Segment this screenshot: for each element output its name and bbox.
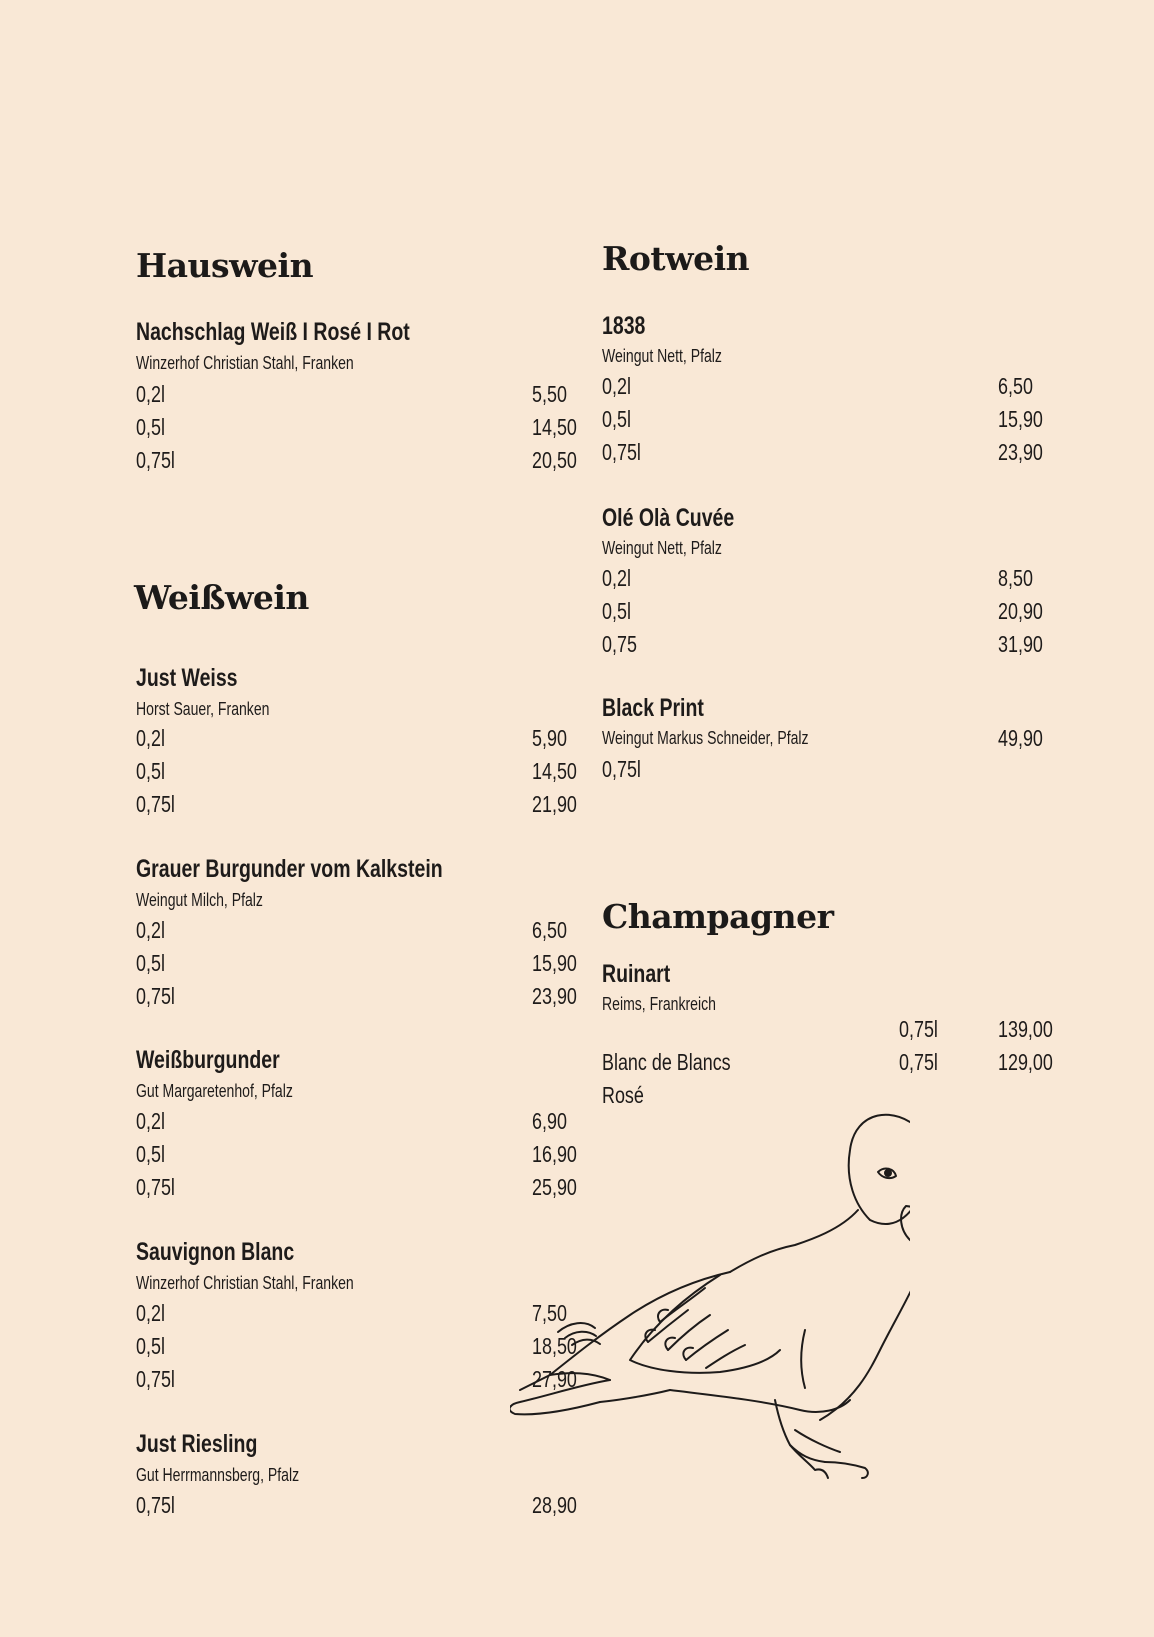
wine-size: 0,75l <box>136 791 175 817</box>
wine-name: Sauvignon Blanc <box>136 1238 295 1266</box>
wine-name: 1838 <box>602 312 646 340</box>
wine-price: 14,50 <box>532 414 577 440</box>
wine-size: 0,2l <box>136 917 165 943</box>
wine-size: 0,75l <box>136 447 175 473</box>
wine-size: 0,2l <box>136 1108 165 1134</box>
wine-price: 6,90 <box>532 1108 567 1134</box>
wine-size: 0,75l <box>602 439 641 465</box>
section-heading-rotwein: Rotwein <box>602 239 750 278</box>
wine-price: 31,90 <box>998 631 1043 657</box>
wine-producer: Weingut Nett, Pfalz <box>602 538 722 558</box>
wine-name: Just Riesling <box>136 1430 258 1458</box>
wine-price: 23,90 <box>532 983 577 1009</box>
wine-size: 0,2l <box>136 381 165 407</box>
wine-price: 129,00 <box>998 1049 1053 1075</box>
wine-price: 5,50 <box>532 381 567 407</box>
wine-size: 0,75 <box>602 631 637 657</box>
wine-size: 0,75l <box>136 1366 175 1392</box>
pigeon-illustration-icon <box>510 1110 910 1530</box>
wine-producer: Weingut Markus Schneider, Pfalz <box>602 728 809 748</box>
wine-name: Black Print <box>602 694 704 722</box>
wine-size: 0,75l <box>899 1049 938 1075</box>
wine-price: 49,90 <box>998 725 1043 751</box>
wine-price: 28,90 <box>532 1492 577 1518</box>
wine-price: 5,90 <box>532 725 567 751</box>
wine-size: 0,75l <box>136 1174 175 1200</box>
wine-price: 15,90 <box>998 406 1043 432</box>
wine-size: 0,5l <box>136 758 165 784</box>
wine-price: 20,90 <box>998 598 1043 624</box>
wine-price: 15,90 <box>532 950 577 976</box>
wine-producer: Winzerhof Christian Stahl, Franken <box>136 353 354 373</box>
wine-producer: Gut Herrmannsberg, Pfalz <box>136 1465 300 1485</box>
wine-name: Olé Olà Cuvée <box>602 504 735 532</box>
wine-size: 0,75l <box>136 983 175 1009</box>
wine-size: 0,5l <box>602 406 631 432</box>
wine-producer: Gut Margaretenhof, Pfalz <box>136 1081 293 1101</box>
wine-producer: Weingut Milch, Pfalz <box>136 890 263 910</box>
wine-producer: Reims, Frankreich <box>602 994 716 1014</box>
wine-price: 25,90 <box>532 1174 577 1200</box>
wine-size: 0,5l <box>136 1333 165 1359</box>
wine-price: 18,50 <box>532 1333 577 1359</box>
wine-price: 6,50 <box>532 917 567 943</box>
wine-size: 0,75l <box>602 756 641 782</box>
section-heading-hauswein: Hauswein <box>136 246 314 285</box>
wine-size: 0,5l <box>602 598 631 624</box>
section-heading-weisswein: Weißwein <box>134 578 309 617</box>
wine-producer: Weingut Nett, Pfalz <box>602 346 722 366</box>
wine-name: Ruinart <box>602 960 671 988</box>
wine-name: Rosé <box>602 1082 644 1108</box>
wine-name: Grauer Burgunder vom Kalkstein <box>136 855 443 883</box>
wine-price: 14,50 <box>532 758 577 784</box>
wine-price: 6,50 <box>998 373 1033 399</box>
wine-price: 27,90 <box>532 1366 577 1392</box>
wine-price: 16,90 <box>532 1141 577 1167</box>
wine-price: 8,50 <box>998 565 1033 591</box>
wine-size: 0,75l <box>136 1492 175 1518</box>
wine-size: 0,75l <box>899 1016 938 1042</box>
wine-size: 0,2l <box>602 565 631 591</box>
wine-price: 20,50 <box>532 447 577 473</box>
section-heading-champagner: Champagner <box>602 897 834 936</box>
wine-name: Just Weiss <box>136 664 238 692</box>
wine-size: 0,5l <box>136 1141 165 1167</box>
wine-size: 0,2l <box>602 373 631 399</box>
wine-price: 139,00 <box>998 1016 1053 1042</box>
wine-size: 0,5l <box>136 414 165 440</box>
wine-name: Blanc de Blancs <box>602 1049 731 1075</box>
wine-name: Weißburgunder <box>136 1046 280 1074</box>
wine-price: 23,90 <box>998 439 1043 465</box>
wine-size: 0,2l <box>136 725 165 751</box>
wine-size: 0,5l <box>136 950 165 976</box>
wine-name: Nachschlag Weiß I Rosé I Rot <box>136 318 410 346</box>
wine-price: 21,90 <box>532 791 577 817</box>
wine-producer: Horst Sauer, Franken <box>136 699 270 719</box>
wine-price: 7,50 <box>532 1300 567 1326</box>
wine-size: 0,2l <box>136 1300 165 1326</box>
wine-producer: Winzerhof Christian Stahl, Franken <box>136 1273 354 1293</box>
